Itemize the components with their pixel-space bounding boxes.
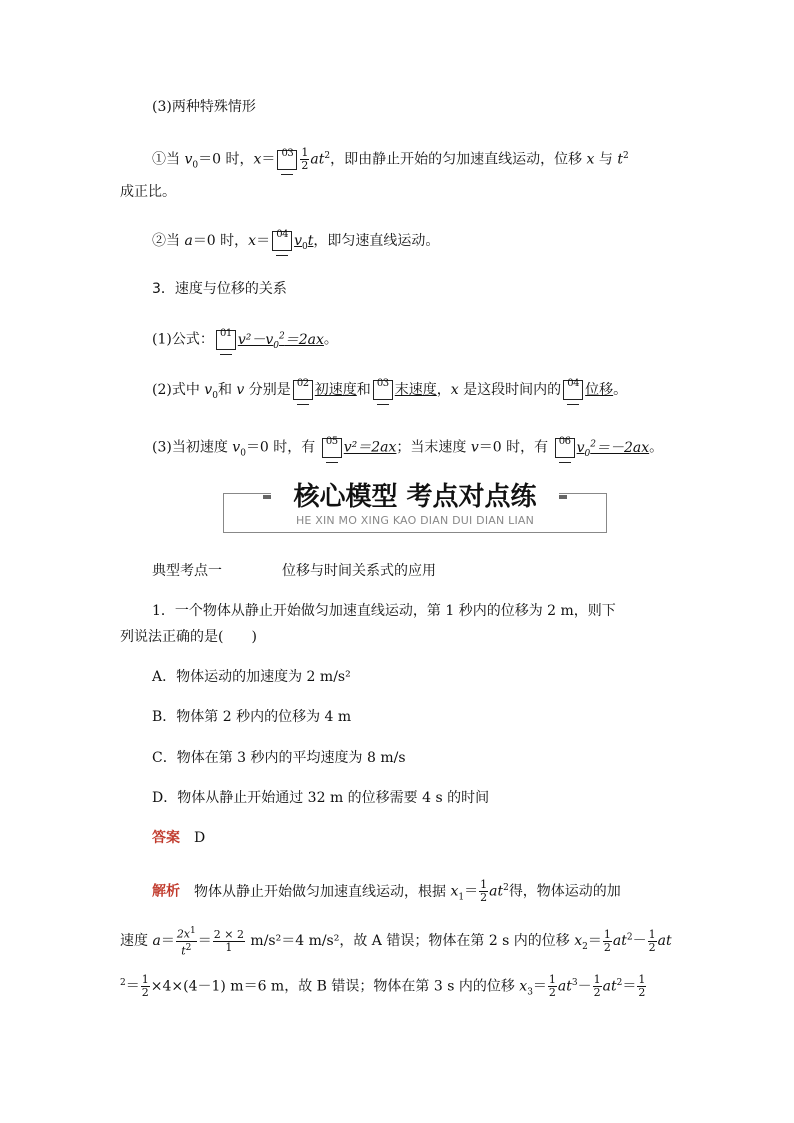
question-line2: 列说法正确的是( ) (120, 629, 257, 645)
case-one-line2: 成正比。 (120, 184, 176, 200)
subscript: 1 (458, 892, 465, 903)
option-d: D．物体从静止开始通过 32 m 的位移需要 4 s 的时间 (152, 790, 490, 806)
question-line1: 1．一个物体从静止开始做匀加速直线运动，第 1 秒内的位移为 2 m，则下 (152, 603, 616, 619)
equals: ＝ (160, 933, 175, 950)
fraction (300, 147, 309, 172)
line-text: (2)式中 (152, 382, 205, 398)
fraction (603, 929, 612, 954)
box-number: 04 (567, 378, 579, 389)
answer-part: ＝2ax (284, 331, 324, 348)
superscript: 2 (590, 439, 596, 449)
fraction (141, 974, 150, 999)
answer-text: 初速度 (314, 382, 357, 398)
var: v (294, 233, 302, 249)
operator: － (577, 978, 592, 995)
formula: at (657, 933, 672, 950)
line-text: ＝0 时，有 (245, 439, 320, 456)
answer-text: v²＝2ax (343, 439, 397, 456)
line-text: 。 (613, 382, 628, 398)
var: v (204, 382, 213, 398)
option-a: A．物体运动的加速度为 2 m/s² (152, 669, 351, 685)
analysis-line1 (152, 878, 621, 907)
box-number: 02 (296, 378, 309, 389)
line-text: 。 (323, 331, 338, 348)
var: x (574, 933, 583, 950)
var: x (519, 978, 528, 995)
frac-num: 2 × 2 (213, 927, 244, 941)
var: t (617, 151, 623, 168)
subscript: 0 (240, 448, 246, 459)
analysis-text: m/s²＝4 m/s²，故 A 错误；物体在第 2 s 内的位移 (245, 933, 575, 950)
superscript: 2 (503, 883, 509, 893)
answer-line (152, 828, 205, 848)
answer-part: v²－v (237, 331, 274, 348)
answer-box (373, 380, 393, 400)
line-text: ， (436, 382, 451, 398)
frac-num: 1 (603, 927, 611, 941)
superscript: 2 (626, 932, 633, 943)
var: x (253, 151, 262, 168)
answer-label: 答案 (152, 830, 180, 846)
line-text: 。 (649, 439, 664, 456)
superscript: 2 (120, 978, 126, 988)
line-text: ；当末速度 (396, 439, 471, 456)
frac-den: 2 (638, 986, 646, 1000)
superscript: 2 (623, 151, 629, 161)
special-line (152, 434, 663, 463)
option-c: C．物体在第 3 秒内的平均速度为 8 m/s (152, 750, 406, 766)
frac-num: 1 (638, 973, 646, 987)
var: x (586, 151, 595, 168)
answer-part: ＝－2ax (596, 439, 650, 456)
equals: ＝ (256, 233, 271, 249)
banner-subtitle: HE XIN MO XING KAO DIAN DUI DIAN LIAN (295, 514, 535, 527)
topic-label: 典型考点一 (152, 563, 222, 579)
frac-num: 1 (648, 927, 656, 941)
analysis-text: ×4×(4－1) m＝6 m，故 B 错误；物体在第 3 s 内的位移 (150, 978, 520, 995)
frac-num: 1 (548, 973, 556, 987)
frac-num: 1 (301, 146, 309, 160)
answer-text: 位移 (585, 382, 614, 398)
heading-3: 3．速度与位移的关系 (152, 281, 287, 297)
fraction (176, 925, 197, 957)
line-text: 是这段时间内的 (458, 382, 562, 398)
equals: ＝ (261, 151, 276, 168)
answer-value: D (194, 830, 206, 846)
analysis-line3 (120, 973, 647, 1002)
line-text: (1)公式： (152, 331, 214, 348)
var: x (450, 382, 459, 398)
formula: at (489, 883, 504, 900)
line-text: ＝0 时，有 (478, 439, 553, 456)
box-number: 06 (558, 435, 571, 447)
subscript: 2 (582, 941, 588, 952)
frac-num: 1 (141, 973, 149, 987)
case-text: ＝0 时， (192, 233, 249, 249)
subscript: 0 (273, 340, 280, 351)
var: v (184, 151, 193, 168)
answer-text (294, 233, 314, 252)
answer-box (555, 435, 575, 458)
equals: ＝ (532, 978, 547, 995)
superscript: 2 (185, 942, 192, 953)
formula-line (152, 326, 338, 355)
subscript: 0 (302, 241, 308, 252)
subscript: 0 (212, 390, 218, 401)
case-one-line (152, 146, 629, 175)
box-number: 04 (276, 229, 288, 240)
frac-den (176, 942, 197, 958)
superscript: 1 (190, 926, 196, 936)
fraction (479, 879, 488, 904)
frac-num (176, 925, 197, 942)
equals: ＝ (125, 978, 140, 995)
var: x (450, 883, 459, 900)
fraction (213, 929, 245, 954)
var: t (181, 944, 186, 958)
line-text: 分别是 (244, 382, 291, 398)
var: v (236, 382, 245, 398)
topic-title: 位移与时间关系式的应用 (282, 563, 436, 579)
answer-box (272, 231, 292, 251)
frac-den: 2 (648, 940, 656, 954)
frac-den: 2 (593, 986, 601, 1000)
equals: ＝ (587, 933, 602, 950)
var: a (184, 233, 193, 249)
option-b: B．物体第 2 秒内的位移为 4 m (152, 709, 352, 725)
frac-den: 1 (225, 940, 233, 954)
analysis-label: 解析 (152, 883, 180, 900)
line-text: (3)当初速度 (152, 439, 233, 456)
box-number: 03 (376, 378, 389, 389)
frac-num: 1 (480, 878, 488, 892)
case-text: ，即匀速直线运动。 (313, 233, 440, 249)
var: a (152, 933, 161, 950)
formula: at (557, 978, 572, 995)
formula: at (310, 151, 325, 168)
case-text: ①当 (152, 151, 185, 168)
var: x (248, 233, 257, 249)
superscript: 2 (324, 151, 331, 161)
formula: at (612, 933, 627, 950)
analysis-text: 物体从静止开始做匀加速直线运动，根据 (194, 883, 451, 900)
case-two-line (152, 231, 439, 257)
box-number: 05 (325, 435, 338, 447)
var: v (470, 439, 479, 456)
fraction (548, 974, 557, 999)
operator: － (632, 933, 647, 950)
section-banner (223, 481, 607, 533)
fraction (648, 929, 657, 954)
answer-text: 末速度 (394, 382, 437, 398)
fraction (637, 974, 646, 999)
banner-title: 核心模型 考点对点练 (271, 481, 559, 513)
section-title: (3)两种特殊情形 (152, 99, 256, 115)
answer-box (277, 147, 297, 170)
frac-den: 2 (548, 986, 556, 1000)
line-text: 和 (356, 382, 371, 398)
case-text: 与 (594, 151, 618, 168)
answer-box (322, 435, 342, 458)
formula: at (602, 978, 617, 995)
frac-den: 2 (301, 159, 309, 173)
analysis-text: 得，物体运动的加 (508, 883, 621, 900)
superscript: 2 (616, 978, 623, 988)
equals: ＝ (464, 883, 479, 900)
equals: ＝ (197, 933, 212, 950)
subscript: 0 (584, 448, 591, 459)
var: v (232, 439, 241, 456)
var: 2x (176, 927, 191, 941)
answer-box (563, 380, 583, 400)
frac-den: 2 (603, 940, 611, 954)
answer-part: v (576, 439, 585, 456)
analysis-line2 (120, 925, 672, 957)
subscript: 0 (192, 160, 199, 171)
fraction (593, 974, 602, 999)
case-text: ＝0 时， (198, 151, 254, 168)
subscript: 3 (527, 987, 533, 998)
box-number: 03 (281, 147, 294, 159)
frac-den: 2 (480, 891, 488, 905)
frac-num: 1 (593, 973, 601, 987)
answer-text (576, 439, 650, 459)
case-text: ②当 (152, 233, 185, 249)
var: t (307, 233, 314, 249)
answer-box (216, 327, 236, 350)
line-text: 和 (217, 382, 237, 398)
answer-box (293, 380, 313, 400)
equals: ＝ (622, 978, 637, 995)
superscript: 2 (279, 331, 285, 341)
analysis-text: 速度 (120, 933, 153, 950)
frac-den: 2 (141, 986, 149, 1000)
meaning-line (152, 380, 627, 406)
case-text: ，即由静止开始的匀加速直线运动，位移 (330, 151, 587, 168)
answer-text (237, 331, 324, 351)
box-number: 01 (219, 327, 232, 339)
superscript: 3 (571, 978, 578, 988)
